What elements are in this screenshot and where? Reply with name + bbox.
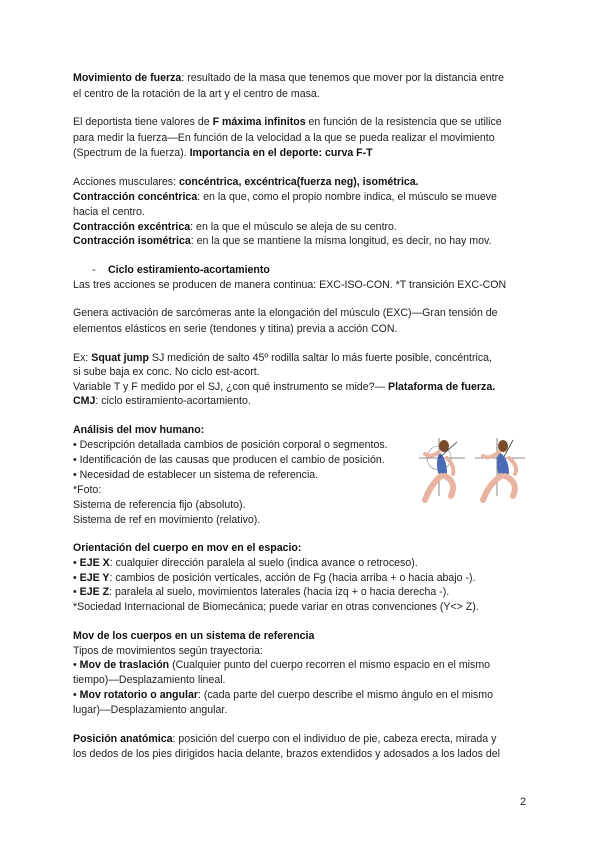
tres-acciones: Las tres acciones se producen de manera continua: EXC-ISO-CON. *T transición EXC-CON: [73, 279, 507, 291]
eje-x: • EJE X: cualquier dirección paralela al suelo (indica avance o retroceso).: [73, 557, 418, 569]
cmj-line: CMJ: ciclo estiramiento-acortamiento.: [73, 395, 251, 407]
paragraph-line: lugar)—Desplazamiento angular.: [73, 704, 228, 716]
list-item: *Foto:: [73, 484, 102, 496]
contraccion-excentrica: Contracción excéntrica: en la que el músculo se aleja de su centro.: [73, 221, 397, 233]
page-number: 2: [520, 796, 527, 808]
posicion-anatomica: Posición anatómica: posición del cuerpo con el individuo de pie, cabeza erecta, mirada y: [73, 733, 497, 745]
contraccion-concentrica: Contracción concéntrica: en la que, como el propio nombre indica, el músculo se mueve: [73, 191, 497, 203]
squat-jump-example: Ex: Squat jump SJ medición de salto 45º rodilla saltar lo más fuerte posible, concéntrica,: [73, 352, 492, 364]
orientacion-title: Orientación del cuerpo en mov en el espacio:: [73, 542, 302, 554]
contraccion-isometrica: Contracción isométrica: en la que se mantiene la misma longitud, es decir, no hay mov.: [73, 235, 492, 247]
paragraph-fmax: El deportista tiene valores de F máxima infinitos en función de la resistencia que se utilice: [73, 116, 502, 128]
list-item: • Necesidad de establecer un sistema de referencia.: [73, 469, 319, 481]
list-item: • Identificación de las causas que producen el cambio de posición.: [73, 454, 385, 466]
list-item: Sistema de referencia fijo (absoluto).: [73, 499, 246, 511]
paragraph-line: hacia el centro.: [73, 206, 145, 218]
paragraph-line: los dedos de los pies dirigidos hacia delante, brazos extendidos y adosados a los lados del: [73, 748, 500, 760]
paragraph-line: si sube baja ex conc. No ciclo est-acort.: [73, 366, 260, 378]
right-runner-figure: [475, 438, 525, 500]
acciones-musculares: Acciones musculares: concéntrica, excéntrica(fuerza neg), isométrica.: [73, 176, 419, 188]
tipos-line: Tipos de movimientos según trayectoria:: [73, 645, 263, 657]
runner-reference-frames-illustration: [417, 436, 527, 508]
paragraph-line: Genera activación de sarcómeras ante la elongación del músculo (EXC)—Gran tensión de: [73, 307, 498, 319]
paragraph-line: (Spectrum de la fuerza). Importancia en el deporte: curva F-T: [73, 147, 373, 159]
paragraph-line: tiempo)—Desplazamiento lineal.: [73, 674, 226, 686]
analisis-title: Análisis del mov humano:: [73, 424, 205, 436]
left-runner-figure: [419, 438, 465, 500]
isb-note: *Sociedad Internacional de Biomecánica; puede variar en otras convenciones (Y<> Z).: [73, 601, 479, 613]
paragraph-movimiento-fuerza: Movimiento de fuerza: resultado de la masa que tenemos que mover por la distancia entre: [73, 72, 505, 84]
list-item: Sistema de ref en movimiento (relativo).: [73, 514, 261, 526]
paragraph-line: el centro de la rotación de la art y el centro de masa.: [73, 88, 320, 100]
eje-y: • EJE Y: cambios de posición verticales, acción de Fg (hacia arriba + o hacia abajo -).: [73, 572, 476, 584]
ciclo-heading: Ciclo estiramiento-acortamiento: [108, 264, 270, 276]
list-item: • Descripción detallada cambios de posición corporal o segmentos.: [73, 439, 388, 451]
dash-bullet: -: [92, 264, 96, 276]
mov-referencia-title: Mov de los cuerpos en un sistema de referencia: [73, 630, 315, 642]
mov-traslacion: • Mov de traslación (Cualquier punto del cuerpo recorren el mismo espacio en el mismo: [73, 659, 491, 671]
mov-rotatorio: • Mov rotatorio o angular: (cada parte del cuerpo describe el mismo ángulo en el mismo: [73, 689, 493, 701]
paragraph-line: elementos elásticos en serie (tendones y titina) previa a acción CON.: [73, 323, 398, 335]
variable-line: Variable T y F medido por el SJ, ¿con qué instrumento se mide?— Plataforma de fuerza.: [73, 381, 496, 393]
paragraph-line: para medir la fuerza—En función de la velocidad a la que se pueda realizar el movimiento: [73, 132, 495, 144]
eje-z: • EJE Z: paralela al suelo, movimientos laterales (hacia izq + o hacia derecha -).: [73, 586, 450, 598]
